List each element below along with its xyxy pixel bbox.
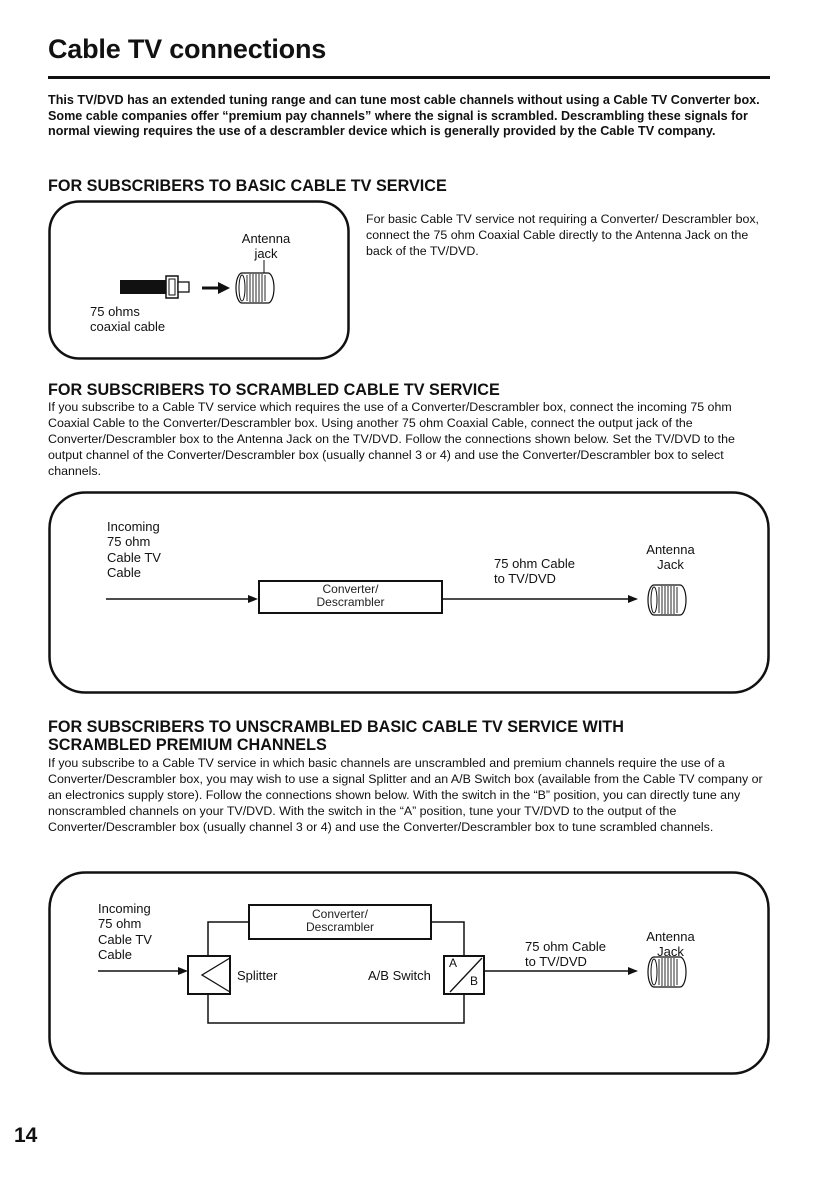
ab-switch-label: A/B Switch (368, 968, 431, 983)
antenna-jack-label (633, 929, 708, 960)
unscrambled-heading-line2: SCRAMBLED PREMIUM CHANNELS (48, 736, 327, 754)
unscrambled-heading-line1: FOR SUBSCRIBERS TO UNSCRAMBLED BASIC CABLE TV SERVICE WITH (48, 718, 624, 736)
converter-label-line1: Converter/ (311, 907, 369, 921)
antenna-label-line2: Jack (657, 944, 684, 960)
coax-cable-label (90, 304, 165, 335)
output-cable-label-line1: 75 ohm Cable (494, 556, 575, 571)
converter-label (249, 908, 431, 934)
antenna-jack-icon (236, 273, 274, 303)
incoming-label-line2: 75 ohm (98, 916, 142, 932)
splitter-label: Splitter (237, 968, 278, 983)
incoming-label-line3: Cable TV (107, 549, 161, 565)
incoming-label-line4: Cable (107, 565, 141, 581)
incoming-label-line3: Cable TV (98, 931, 152, 947)
switch-b-label: B (470, 974, 479, 988)
incoming-label-line4: Cable (98, 947, 132, 963)
antenna-label-line1: Antenna (646, 542, 695, 557)
unscrambled-diagram (48, 871, 770, 1075)
incoming-label-line1: Incoming (98, 901, 151, 916)
title-rule (48, 76, 770, 79)
basic-section-heading: FOR SUBSCRIBERS TO BASIC CABLE TV SERVICE (48, 177, 447, 195)
antenna-jack-label-line2: jack (254, 246, 278, 262)
antenna-label-line1: Antenna (646, 929, 695, 944)
switch-a-label: A (449, 956, 458, 970)
antenna-jack-label (226, 231, 306, 262)
coax-cable-label-line2: coaxial cable (90, 319, 166, 335)
output-cable-label-line1: 75 ohm Cable (525, 939, 606, 954)
scrambled-section-heading: FOR SUBSCRIBERS TO SCRAMBLED CABLE TV SERVICE (48, 381, 500, 399)
output-cable-label-line2: to TV/DVD (525, 954, 587, 970)
converter-label-line2: Descrambler (316, 595, 385, 609)
converter-label-line2: Descrambler (305, 920, 374, 934)
incoming-label-line1: Incoming (107, 519, 160, 534)
unscrambled-section-heading (48, 718, 772, 754)
incoming-cable-label (98, 901, 152, 963)
page-number: 14 (14, 1124, 38, 1147)
converter-label-line1: Converter/ (322, 582, 379, 596)
unscrambled-section-body: If you subscribe to a Cable TV service in which basic channels are unscrambled and premium channels require the use of a Converter/Descrambler box, you may wish to use a signal Splitter and an A/B Switch box (available from the Cable TV company or an electronics supply store). Follow the connections shown below. With the switch in the “B” position, you can directly tune any nonscrambled channels on your TV/DVD. With the switch in the “A” position, tune your TV/DVD to the output of the Converter/Descrambler box (usually channel 3 or 4) and use the Converter/Descrambler box to tune scrambled channels. (48, 756, 763, 834)
antenna-jack-label-line1: Antenna (241, 231, 291, 246)
coax-cable-label-line1: 75 ohms (90, 304, 140, 319)
antenna-label-line2: Jack (657, 557, 684, 573)
output-cable-label (525, 939, 606, 970)
intro-paragraph: This TV/DVD has an extended tuning range and can tune most cable channels without using a Cable TV Converter box. Some cable companies offer “premium pay channels” where the signal is scrambled. Descrambling these signals for normal viewing requires the use of a descrambler device which is generally provided by the Cable TV company. (48, 93, 760, 139)
page-title: Cable TV connections (48, 34, 327, 64)
coax-cable-plug (120, 280, 166, 294)
scrambled-section-body: If you subscribe to a Cable TV service which requires the use of a Converter/Descrambler box, connect the incoming 75 ohm Coaxial Cable to the Converter/Descrambler box. Using another 75 ohm Coaxial Cable, connect the output jack of the Converter/Descrambler box to the Antenna Jack on the TV/DVD. Follow the connections shown below. Set the TV/DVD to the output channel of the Converter/Descrambler box (usually channel 3 or 4) and use the Converter/Descrambler box to select channels. (48, 400, 735, 478)
basic-diagram-frame (50, 202, 349, 359)
antenna-jack-icon (648, 585, 686, 615)
output-cable-label-line2: to TV/DVD (494, 571, 556, 587)
basic-section-body: For basic Cable TV service not requiring a Converter/ Descrambler box, connect the 75 ohm Coaxial Cable directly to the Antenna Jack on the back of the TV/DVD. (366, 212, 759, 258)
antenna-jack-label (633, 542, 708, 573)
converter-label (259, 583, 442, 609)
incoming-label-line2: 75 ohm (107, 534, 151, 550)
incoming-cable-label (107, 519, 161, 581)
scrambled-diagram (48, 491, 770, 694)
output-cable-label (494, 556, 575, 587)
antenna-jack-icon (648, 957, 686, 987)
basic-diagram (48, 200, 350, 360)
